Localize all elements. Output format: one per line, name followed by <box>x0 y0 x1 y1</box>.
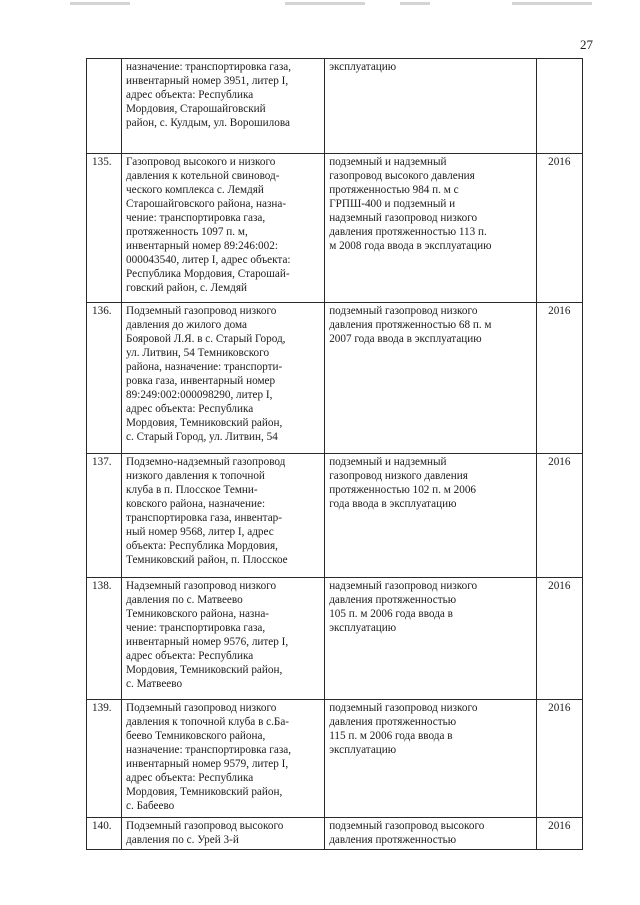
registry-table <box>86 58 583 850</box>
technical-characteristics-cell <box>325 154 536 303</box>
technical-characteristics: эксплуатацию <box>329 61 397 73</box>
object-description: Газопровод высокого и низкого давления к котельной свиновод- ческого комплекса с. Лемдяй Старошайговского района, назна- чение: транспортировка газа, протяженность 1097 п. м, инвентарный номер 89:246:002: 000043540, литер I, адрес объекта: Республика Мордовия, Старошай- говский район, с. Лемдяй <box>126 156 291 294</box>
row-number-cell <box>87 454 122 578</box>
row-number-cell <box>87 154 122 303</box>
technical-characteristics: подземный газопровод высокого давления протяженностью <box>329 820 485 846</box>
object-description-cell <box>122 303 325 454</box>
page-number: 27 <box>580 37 593 52</box>
row-number-cell <box>87 700 122 818</box>
object-description-cell <box>122 59 325 154</box>
year-value-cell <box>536 700 582 818</box>
table-row <box>87 303 583 454</box>
technical-characteristics: подземный и надземный газопровод высокого давления протяженностью 984 п. м с ГРПШ-400 и подземный и надземный газопровод низкого давления протяженностью 113 п. м 2008 года ввода в эксплуатацию <box>329 156 492 252</box>
object-description-cell <box>122 818 325 850</box>
year-value: 2016 <box>548 580 571 592</box>
table-row <box>87 578 583 700</box>
year-value: 2016 <box>548 456 571 468</box>
object-description-cell <box>122 578 325 700</box>
scan-artifact-marks <box>0 2 640 8</box>
row-number-cell <box>87 303 122 454</box>
row-number-cell <box>87 578 122 700</box>
row-number: 137. <box>92 456 112 468</box>
table-row <box>87 700 583 818</box>
technical-characteristics: подземный газопровод низкого давления протяженностью 115 п. м 2006 года ввода в эксплуатацию <box>329 702 478 756</box>
row-number: 138. <box>92 580 112 592</box>
row-number: 135. <box>92 156 112 168</box>
technical-characteristics-cell <box>325 700 536 818</box>
year-value: 2016 <box>548 156 571 168</box>
object-description: назначение: транспортировка газа, инвентарный номер 3951, литер I, адрес объекта: Республика Мордовия, Старошайговский район, с. Кулдым, ул. Ворошилова <box>126 61 292 129</box>
year-value-cell <box>536 818 582 850</box>
row-number-cell <box>87 818 122 850</box>
year-value-cell <box>536 454 582 578</box>
technical-characteristics-cell <box>325 59 536 154</box>
object-description-cell <box>122 154 325 303</box>
year-value-cell <box>536 578 582 700</box>
row-number-cell <box>87 59 122 154</box>
table-row <box>87 818 583 850</box>
table-body <box>87 59 583 850</box>
object-description: Надземный газопровод низкого давления по с. Матвеево Темниковского района, назна- чение: транспортировка газа, инвентарный номер 9576, литер I, адрес объекта: Республика Мордовия, Темниковский район, с. Матвеево <box>126 580 289 690</box>
year-value: 2016 <box>548 305 571 317</box>
technical-characteristics-cell <box>325 578 536 700</box>
row-number: 139. <box>92 702 112 714</box>
table-row <box>87 59 583 154</box>
year-value: 2016 <box>548 702 571 714</box>
year-value-cell <box>536 59 582 154</box>
table-row <box>87 454 583 578</box>
technical-characteristics-cell <box>325 454 536 578</box>
object-description: Подземно-надземный газопровод низкого давления к топочной клуба в п. Плосское Темни- ковского района, назначение: транспортировка газа, инвентар- ный номер 9568, литер I, адрес объекта: Республика Мордовия, Темниковский район, п. Плосское <box>126 456 288 566</box>
object-description: Подземный газопровод низкого давления к топочной клуба в с.Ба- беево Темниковского района, назначение: транспортировка газа, инвентарный номер 9579, литер I, адрес объекта: Республика Мордовия, Темниковский район, с. Бабеево <box>126 702 292 812</box>
row-number: 140. <box>92 820 112 832</box>
technical-characteristics: подземный газопровод низкого давления протяженностью 68 п. м 2007 года ввода в эксплуатацию <box>329 305 492 345</box>
technical-characteristics-cell <box>325 818 536 850</box>
table-row <box>87 154 583 303</box>
object-description: Подземный газопровод низкого давления до жилого дома Бояровой Л.Я. в с. Старый Город, ул. Литвин, 54 Темниковского района, назначение: транспорти- ровка газа, инвентарный номер 89:249:002:000098290, литер I, адрес объекта: Республика Мордовия, Темниковский район, с. Старый Город, ул. Литвин, 54 <box>126 305 286 443</box>
object-description-cell <box>122 700 325 818</box>
row-number: 136. <box>92 305 112 317</box>
object-description-cell <box>122 454 325 578</box>
technical-characteristics-cell <box>325 303 536 454</box>
technical-characteristics: подземный и надземный газопровод низкого давления протяженностью 102 п. м 2006 года ввода в эксплуатацию <box>329 456 477 510</box>
year-value-cell <box>536 303 582 454</box>
year-value-cell <box>536 154 582 303</box>
technical-characteristics: надземный газопровод низкого давления протяженностью 105 п. м 2006 года ввода в эксплуатацию <box>329 580 478 634</box>
year-value: 2016 <box>548 820 571 832</box>
object-description: Подземный газопровод высокого давления по с. Урей 3-й <box>126 820 284 846</box>
